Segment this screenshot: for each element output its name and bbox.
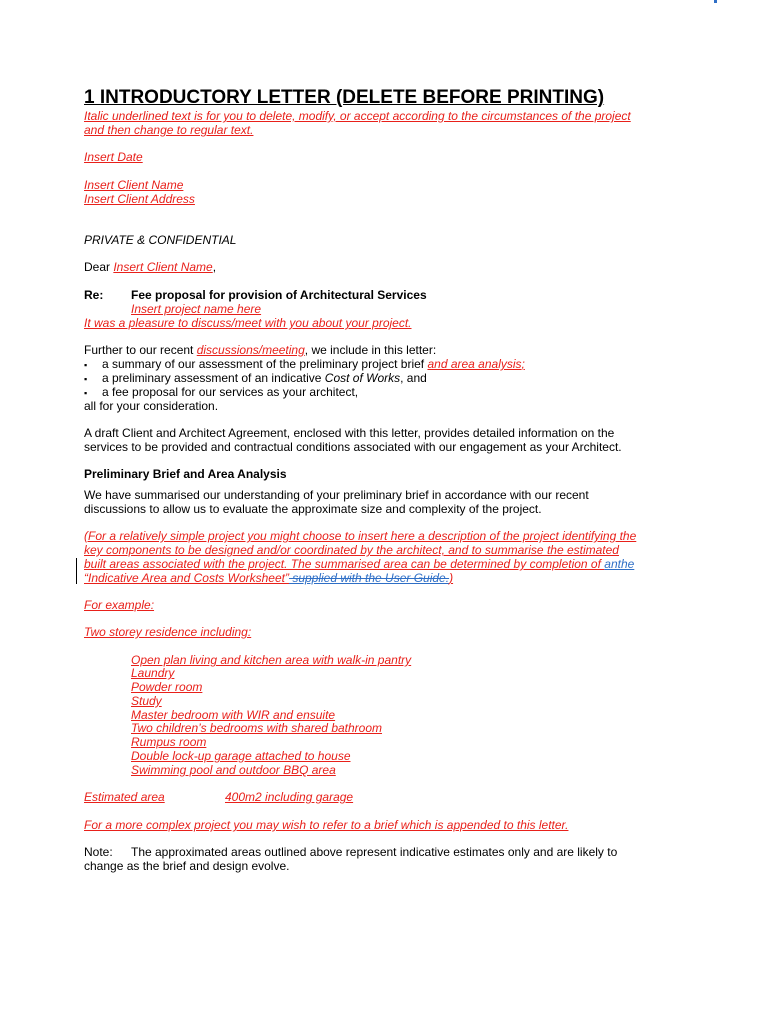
room-item: Open plan living and kitchen area with walk-in pantry bbox=[131, 653, 412, 667]
summary-line-1: We have summarised our understanding of your preliminary brief in accordance with our recent bbox=[84, 488, 589, 502]
simple-line-3-text: built areas associated with the project. The summarised area can be determined by completion of bbox=[84, 557, 605, 571]
change-mark bbox=[714, 0, 717, 3]
project-name: Insert project name here bbox=[131, 302, 262, 316]
bullet-1-semicolon: ; bbox=[521, 357, 525, 371]
insert-date: Insert Date bbox=[84, 150, 143, 164]
note-label: Note: bbox=[84, 845, 113, 859]
room-item: Powder room bbox=[131, 680, 203, 694]
room-item: Double lock-up garage attached to house bbox=[131, 749, 351, 763]
bullet-1-area: and area analysis bbox=[427, 357, 522, 371]
salutation bbox=[84, 260, 216, 274]
page-title: 1 INTRODUCTORY LETTER (DELETE BEFORE PRINTING) bbox=[84, 87, 605, 108]
simple-line-2: key components to be designed and/or coordinated by the architect, and to summarise the estimated bbox=[84, 543, 619, 557]
room-item: Rumpus room bbox=[131, 735, 207, 749]
room-item: Master bedroom with WIR and ensuite bbox=[131, 708, 336, 722]
instruction-line-1: Italic underlined text is for you to delete, modify, or accept according to the circumstances of the project bbox=[84, 109, 631, 123]
worksheet-name: “Indicative Area and Costs Worksheet” bbox=[84, 571, 289, 585]
re-subject: Fee proposal for provision of Architectural Services bbox=[131, 288, 427, 302]
bullet-icon: ▪ bbox=[84, 388, 88, 398]
simple-line-3-revision: anthe bbox=[604, 557, 635, 571]
consideration-line: all for your consideration. bbox=[84, 399, 219, 413]
deleted-user-guide: supplied with the User Guide. bbox=[288, 571, 450, 585]
for-example: For example: bbox=[84, 598, 155, 612]
revision-bar bbox=[76, 558, 77, 584]
bullet-2-end: , and bbox=[400, 371, 427, 385]
bullet-1-text: a summary of our assessment of the preliminary project brief bbox=[102, 357, 428, 371]
bullet-2-text: a preliminary assessment of an indicative bbox=[102, 371, 325, 385]
further-line bbox=[84, 343, 436, 357]
estimated-area-value: 400m2 including garage bbox=[225, 790, 354, 804]
dear-comma: , bbox=[212, 260, 217, 274]
section-heading-brief: Preliminary Brief and Area Analysis bbox=[84, 467, 287, 481]
bullet-icon: ▪ bbox=[84, 374, 88, 384]
simple-line-4 bbox=[84, 571, 453, 585]
bullet-item-3 bbox=[84, 385, 358, 400]
insert-client-address: Insert Client Address bbox=[84, 192, 195, 206]
room-item: Two children’s bedrooms with shared bathroom bbox=[131, 721, 383, 735]
private-confidential: PRIVATE & CONFIDENTIAL bbox=[84, 233, 237, 247]
bullet-item-2 bbox=[84, 371, 427, 386]
bullet-2-cost: Cost of Works bbox=[324, 371, 401, 385]
bullet-3-text: a fee proposal for our services as your architect, bbox=[102, 385, 359, 399]
simple-line-1: (For a relatively simple project you might choose to insert here a description of the project identifying the bbox=[84, 529, 637, 543]
draft-line-2: services to be provided and contractual conditions associated with our engagement as your Architect. bbox=[84, 440, 622, 454]
complex-project-line: For a more complex project you may wish to refer to a brief which is appended to this letter. bbox=[84, 818, 569, 832]
simple-line-3 bbox=[84, 557, 634, 571]
further-text-2: , we include in this letter: bbox=[304, 343, 437, 357]
two-storey: Two storey residence including: bbox=[84, 625, 252, 639]
closing-paren: ) bbox=[449, 571, 454, 585]
dear-client-name: Insert Client Name bbox=[113, 260, 213, 274]
further-text-1: Further to our recent bbox=[84, 343, 197, 357]
bullet-icon: ▪ bbox=[84, 360, 88, 370]
draft-line-1: A draft Client and Architect Agreement, enclosed with this letter, provides detailed information on the bbox=[84, 426, 615, 440]
room-item: Swimming pool and outdoor BBQ area bbox=[131, 763, 336, 777]
instruction-line-2: and then change to regular text. bbox=[84, 123, 254, 137]
insert-client-name: Insert Client Name bbox=[84, 178, 184, 192]
re-label: Re: bbox=[84, 288, 104, 302]
room-item: Laundry bbox=[131, 666, 175, 680]
dear-text: Dear bbox=[84, 260, 114, 274]
estimated-area-label: Estimated area bbox=[84, 790, 165, 804]
bullet-item-1 bbox=[84, 357, 525, 372]
note-line-2: change as the brief and design evolve. bbox=[84, 859, 290, 873]
pleasure-line: It was a pleasure to discuss/meet with you about your project. bbox=[84, 316, 412, 330]
summary-line-2: discussions to allow us to evaluate the approximate size and complexity of the project. bbox=[84, 502, 542, 516]
further-meeting: discussions/meeting bbox=[196, 343, 305, 357]
note-line-1: The approximated areas outlined above represent indicative estimates only and are likely to bbox=[131, 845, 618, 859]
room-item: Study bbox=[131, 694, 162, 708]
